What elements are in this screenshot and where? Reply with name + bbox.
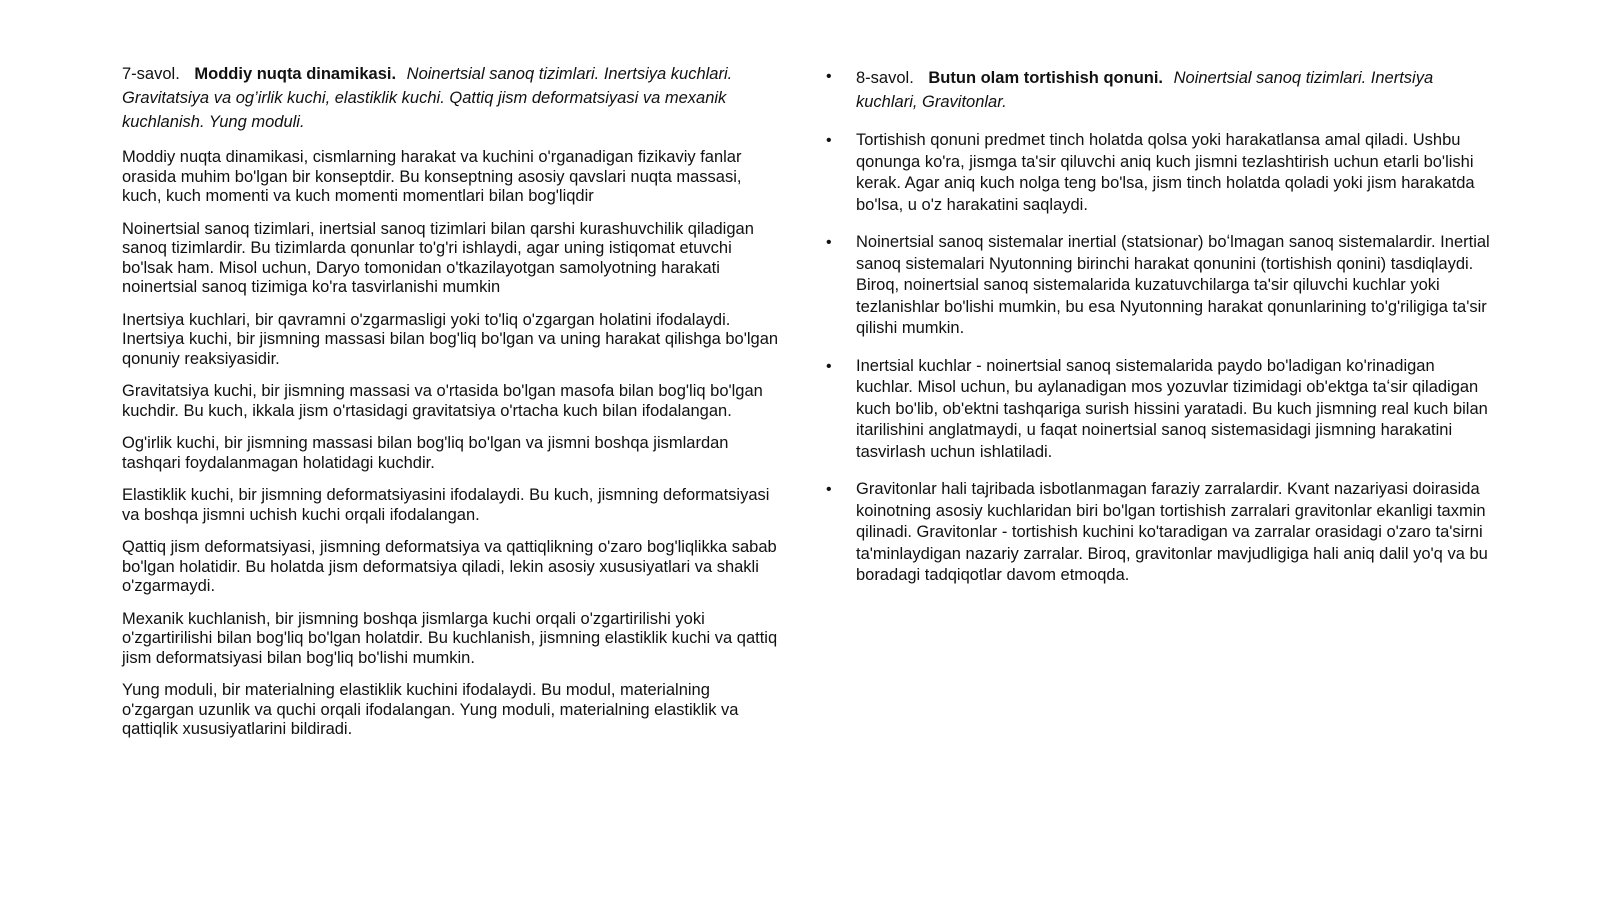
bullet-item [826,232,1496,340]
question-8-heading [856,66,1496,114]
bullet-text: Noinertsial sanoq sistemalar inertial (statsionar) boʻlmagan sanoq sistemalardir. Inertial sanoq sistemalari Nyutonning birinchi harakat qonunini (tortishish qonini) tasdiqlaydi. Biroq, noinertsial sanoq sistemalarida kuzatuvchilarga ta'sir qiluvchi kuchlar yoki tezlanishlar bo'lishi mumkin, bu esa Nyutonning harakat qonunlarining to'g'riligiga ta'sir qilishi mumkin. [856,233,1490,337]
bullet-icon: • [826,481,832,498]
bullet-item [826,356,1496,464]
bullet-item [826,479,1496,587]
left-column [122,62,782,753]
bullet-icon: • [826,234,832,251]
right-column [826,60,1496,603]
question-title: Butun olam tortishish qonuni. [928,69,1164,87]
paragraph: Mexanik kuchlanish, bir jismning boshqa jismlarga kuchi orqali o'zgartirilishi yoki o'zgartirilishi bilan bog'liq bo'lgan holatdir. Bu kuchlanish, jismning elastiklik kuchi va qattiq jism deformatsiyasi bilan bog'liq bo'lishi mumkin. [122,609,778,667]
bullet-icon: • [826,68,832,85]
question-number: 7-savol. [122,65,180,83]
question-subtitle: Noinertsial sanoq tizimlari. Inertsiya kuchlari. Gravitatsiya va og’irlik kuchi, elastiklik kuchi. Qattiq jism deformatsiyasi va mexanik kuchlanish. Yung moduli. [122,65,733,131]
bullet-icon: • [826,357,832,375]
bullet-text: Gravitonlar hali tajribada isbotlanmagan faraziy zarralardir. Kvant nazariyasi doirasida koinotning asosiy kuchlaridan biri bo'lgan tortishish zarralari gravitonlar ekanligi taxmin qilinadi. Gravitonlar - tortishish kuchini ko'taradigan va zarralar orasidagi o'zaro ta'sirni ta'minlaydigan nazariy zarralar. Biroq, gravitonlar mavjudligiga hali aniq dalil yo'q va bu boradagi tadqiqotlar davom etmoqda. [856,480,1488,584]
paragraph: Gravitatsiya kuchi, bir jismning massasi va o'rtasida bo'lgan masofa bilan bog'liq bo'lgan kuchdir. Bu kuch, ikkala jism o'rtasidagi gravitatsiya o'rtacha kuch bilan ifodalangan. [122,382,763,420]
bullet-heading-item [826,66,1496,114]
question-title: Moddiy nuqta dinamikasi. [194,65,397,83]
question-subtitle: Noinertsial sanoq tizimlari. Inertsiya kuchlari, Gravitonlar. [856,69,1434,111]
bullet-text: Tortishish qonuni predmet tinch holatda qolsa yoki harakatlansa amal qiladi. Ushbu qonunga ko'ra, jismga ta'sir qiluvchi aniq kuch jismni tezlashtirish uchun etarli bo'lishi kerak. Agar aniq kuch nolga teng bo'lsa, jism tinch holatda qoladi yoki jism harakatda bo'lsa, u o'z harakatini saqlaydi. [856,131,1475,214]
paragraph: Og'irlik kuchi, bir jismning massasi bilan bog'liq bo'lgan va jismni boshqa jismlardan tashqari foydalanmagan holatidagi kuchdir. [122,434,729,472]
paragraph: Qattiq jism deformatsiyasi, jismning deformatsiya va qattiqlikning o'zaro bog'liqlikka sabab bo'lgan holatidir. Bu holatda jism deformatsiya qiladi, lekin asosiy xususiyatlari va shakli o'zgarmaydi. [122,538,777,595]
question-7-heading [122,62,782,134]
question-number: 8-savol. [856,69,914,87]
bullet-icon: • [826,132,832,149]
paragraph: Noinertsial sanoq tizimlari, inertsial sanoq tizimlari bilan qarshi kurashuvchilik qiladigan sanoq tizimlardir. Bu tizimlarda qonunlar to'g'ri ishlaydi, agar uning istiqomat etuvchi bo'lsak ham. Misol uchun, Daryo tomonidan o'tkazilayotgan samolyotning harakati noinertsial sanoq tizimiga ko'ra tasvirlanishi mumkin [122,219,754,296]
bullet-text: Inertsial kuchlar - noinertsial sanoq sistemalarida paydo bo'ladigan ko'rinadigan kuchlar. Misol uchun, bu aylanadigan mos yozuvlar tizimidagi ob'ektga taʻsir qiladigan kuch bo'lib, ob'ektni tashqariga surish hissini yaratadi. Bu kuch jismning real kuch bilan itarilishini anglatmaydi, u faqat noinertsial sanoq sistemasidagi jismning harakatini tasvirlash uchun ishlatiladi. [856,356,1488,461]
paragraph: Elastiklik kuchi, bir jismning deformatsiyasini ifodalaydi. Bu kuch, jismning deformatsiyasi va boshqa jismni uchish kuchi orqali ifodalangan. [122,486,770,524]
paragraph: Inertsiya kuchlari, bir qavramni o'zgarmasligi yoki to'liq o'zgargan holatini ifodalaydi. Inertsiya kuchi, bir jismning massasi bilan bog'liq bo'lgan va uning harakat qilishga bo'lgan qonuniy reaksiyasidir. [122,310,779,368]
paragraph: Yung moduli, bir materialning elastiklik kuchini ifodalaydi. Bu modul, materialning o'zgargan uzunlik va quchi orqali ifodalangan. Yung moduli, materialning elastiklik va qattiqlik xususiyatlarini bildiradi. [122,681,739,738]
bullet-item [826,130,1496,216]
paragraph: Moddiy nuqta dinamikasi, cismlarning harakat va kuchini o'rganadigan fizikaviy fanlar orasida muhim bo'lgan bir konseptdir. Bu konseptning asosiy qavslari nuqta massasi, kuch, kuch momenti va kuch momenti momentlari bilan bog'liqdir [122,148,742,205]
